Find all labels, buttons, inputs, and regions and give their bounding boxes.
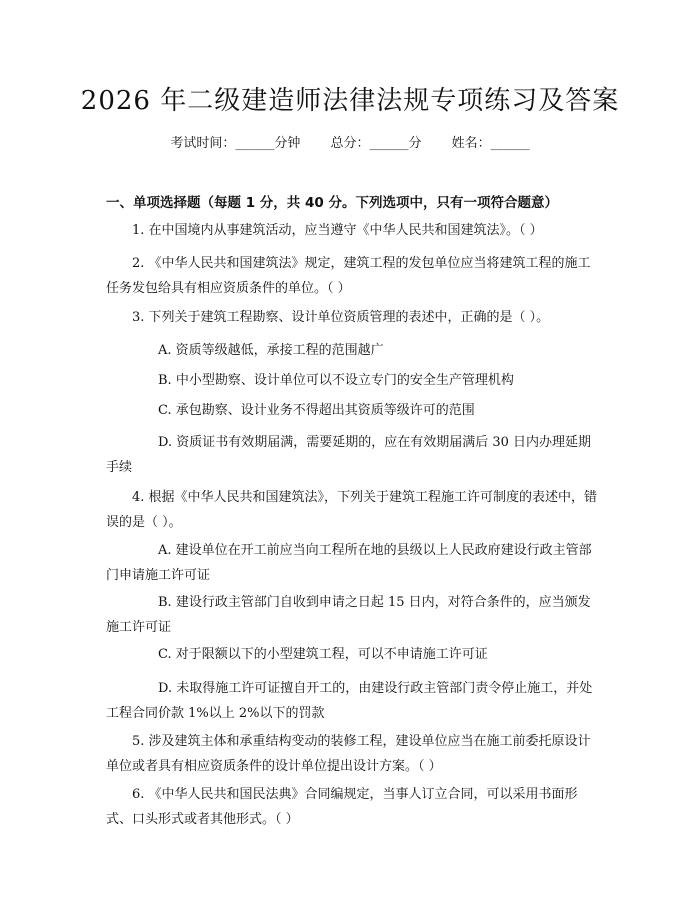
document-title: 2026 年二级建造师法律法规专项练习及答案 (80, 86, 620, 116)
question-4-option-d: D. 未取得施工许可证擅自开工的，由建设行政主管部门责令停止施工，并处工程合同价款 1%以上 2%以下的罚款 (106, 681, 593, 721)
exam-time-field: 考试时间：______分钟 (170, 136, 301, 151)
question-6: 6. 《中华人民共和国民法典》合同编规定，当事人订立合同，可以采用书面形式、口头形式或者其他形式。（ ） (106, 787, 578, 827)
question-4-option-c: C. 对于限额以下的小型建筑工程，可以不申请施工许可证 (158, 647, 488, 662)
section-heading: 一、单项选择题（每题 1 分，共 40 分。下列选项中，只有一项符合题意） (106, 195, 558, 211)
question-1: 1. 在中国境内从事建筑活动，应当遵守《中华人民共和国建筑法》。（ ） (132, 223, 543, 238)
question-3-option-d: D. 资质证书有效期届满，需要延期的，应在有效期届满后 30 日内办理延期手续 (106, 435, 592, 475)
question-3-option-c: C. 承包勘察、设计业务不得超出其资质等级许可的范围 (158, 403, 475, 418)
total-score-field: 总分：______分 (330, 136, 422, 151)
question-4-option-b: B. 建设行政主管部门自收到申请之日起 15 日内，对符合条件的，应当颁发施工许可证 (106, 595, 591, 635)
exam-meta (0, 132, 700, 151)
student-name-field: 姓名：______ (451, 136, 530, 151)
question-3-option-a: A. 资质等级越低，承接工程的范围越广 (158, 343, 384, 358)
question-5: 5. 涉及建筑主体和承重结构变动的装修工程，建设单位应当在施工前委托原设计单位或者具有相应资质条件的设计单位提出设计方案。（ ） (106, 734, 591, 774)
question-4: 4. 根据《中华人民共和国建筑法》，下列关于建筑工程施工许可制度的表述中，错误的是（ ）。 (106, 490, 598, 530)
question-3: 3. 下列关于建筑工程勘察、设计单位资质管理的表述中，正确的是（ ）。 (132, 310, 550, 325)
question-3-option-b: B. 中小型勘察、设计单位可以不设立专门的安全生产管理机构 (158, 373, 514, 388)
question-4-option-a: A. 建设单位在开工前应当向工程所在地的县级以上人民政府建设行政主管部门申请施工许可证 (106, 543, 592, 583)
question-2: 2. 《中华人民共和国建筑法》规定，建筑工程的发包单位应当将建筑工程的施工任务发包给具有相应资质条件的单位。（ ） (106, 256, 591, 296)
